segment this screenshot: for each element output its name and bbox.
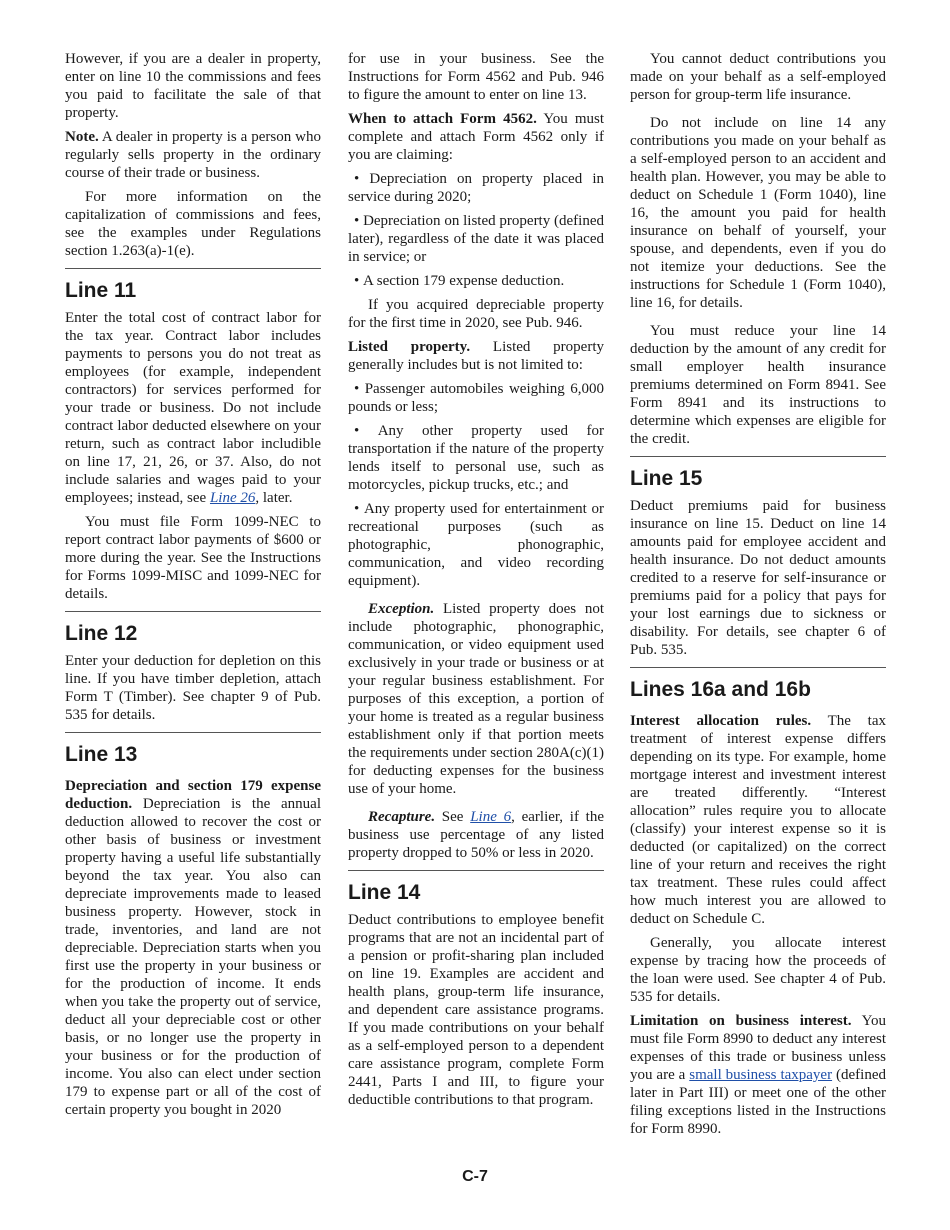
- section-divider: [630, 667, 886, 668]
- paragraph-acquired: If you acquired depreciable property for the first time in 2020, see Pub. 946.: [348, 297, 604, 331]
- paragraph-line-11-contract-labor: [65, 309, 321, 507]
- heading-line-12: Line 12: [65, 622, 138, 645]
- exception-text: Listed property does not include photographic, phonographic, communication, or video equipment used exclusively in your trade or business or at your regular business establishment. For purposes of this exception, a portion of your home is treated as a regular business establishment only if that portion meets the requirements under section 280A(c)(1) for deducting expenses for the business use of your home.: [348, 601, 604, 797]
- column-left: [65, 50, 321, 1125]
- list-item: • A section 179 expense deduction.: [348, 272, 604, 290]
- section-divider: [65, 732, 321, 733]
- column-right: [630, 50, 886, 1144]
- attach-text: You must complete and attach Form 4562 only if you are claiming:: [348, 111, 604, 163]
- heading-line-11: Line 11: [65, 279, 137, 302]
- paragraph-line-11-1099: You must file Form 1099-NEC to report contract labor payments of $600 or more during the year. See the Instructions for Forms 1099-MISC and 1099-NEC for details.: [65, 514, 321, 602]
- paragraph-when-to-attach: [348, 110, 604, 164]
- recapture-label: Recapture.: [368, 809, 436, 825]
- column-middle: [348, 50, 604, 1115]
- heading-line-14: Line 14: [348, 881, 421, 904]
- line-6-link[interactable]: Line 6: [470, 809, 512, 825]
- paragraph-capitalization: For more information on the capitalization of commissions and fees, see the examples under Regulations section 1.263(a)-1(e).: [65, 189, 321, 259]
- section-divider: [348, 870, 604, 871]
- recapture-text-b: , earlier, if the business use percentage of any listed property dropped to 50% or less in 2020.: [348, 809, 604, 861]
- recapture-text-a: See: [435, 809, 471, 825]
- page-number: C-7: [462, 1168, 488, 1185]
- list-item: • Any other property used for transportation if the nature of the property lends itself to personal use, such as motorcycles, pickup trucks, etc.; and: [348, 422, 604, 494]
- depreciation-text: Depreciation is the annual deduction allowed to recover the cost or other basis of business or investment property having a useful life substantially beyond the tax year. You also can depreciate improvements made to leased business property. However, stock in trade, inventories, and land are not depreciable. Depreciation starts when you first use the property in your business or for the production of income. It ends when you take the property out of service, deduct all your depreciable cost or other basis, or no longer use the property in your business or for the production of income. You also can elect under section 179 to expense part or all of the cost of certain property you bought in 2020: [65, 796, 321, 1118]
- exception-label: Exception.: [368, 601, 435, 617]
- paragraph-recapture: [348, 808, 604, 862]
- paragraph-line-13-depreciation: [65, 777, 321, 1119]
- listed-label: Listed property.: [348, 339, 471, 355]
- section-divider: [65, 611, 321, 612]
- paragraph-dealer: However, if you are a dealer in property, enter on line 10 the commissions and fees you paid to facilitate the sale of that property.: [65, 51, 321, 121]
- paragraph-tracing: Generally, you allocate interest expense by tracing how the proceeds of the loan were used. See chapter 4 of Pub. 535 for details.: [630, 935, 886, 1005]
- limitation-text-a: You must file Form 8990 to deduct any interest expenses of this trade or business unless you are a: [630, 1013, 886, 1083]
- paragraph-line-12-depletion: Enter your deduction for depletion on this line. If you have timber depletion, attach Form T (Timber). See chapter 9 of Pub. 535 for details.: [65, 653, 321, 723]
- paragraph-note: [65, 128, 321, 182]
- paragraph-exception: [348, 600, 604, 798]
- interest-text: The tax treatment of interest expense differs depending on its type. For example, home mortgage interest and investment interest are treated differently. “Interest allocation” rules require you to allocate (classify) your interest expense so it is deducted (or capitalized) on the correct line of your return and receives the right tax treatment. These rules could affect how much interest you are allowed to deduct on Schedule C.: [630, 713, 886, 927]
- note-text: A dealer in property is a person who regularly sells property in the ordinary course of their trade or business.: [65, 129, 321, 181]
- paragraph-group-term: You cannot deduct contributions you made on your behalf as a self-employed person for group-term life insurance.: [630, 51, 886, 103]
- heading-line-15: Line 15: [630, 467, 703, 490]
- list-item: • Depreciation on listed property (defined later), regardless of the date it was placed in service; or: [348, 212, 604, 266]
- paragraph-line-15-insurance: Deduct premiums paid for business insurance on line 15. Deduct on line 14 amounts paid for employee accident and health insurance. Do not deduct amounts credited to a reserve for self-insurance or premiums paid for a policy that pays for your lost earnings due to sickness or disability. For details, see chapter 6 of Pub. 535.: [630, 498, 886, 658]
- line-11-text-b: , later.: [255, 490, 293, 506]
- line-11-text-a: Enter the total cost of contract labor for the tax year. Contract labor includes payments to persons you do not treat as employees (for example, independent contractors) for services performed for your trade or business. Do not include contract labor deducted elsewhere on your return, such as contract labor includible on line 17, 21, 26, or 37. Also, do not include salaries and wages paid to your employees; instead, see: [65, 310, 321, 506]
- list-item: • Any property used for entertainment or recreational purposes (such as photographic, phonographic, communication, and video recording equipment).: [348, 500, 604, 590]
- paragraph-use-in-business: for use in your business. See the Instructions for Form 4562 and Pub. 946 to figure the amount to enter on line 13.: [348, 51, 604, 103]
- interest-label: Interest allocation rules.: [630, 713, 812, 729]
- paragraph-form-8941: You must reduce your line 14 deduction by the amount of any credit for small employer health insurance premiums determined on Form 8941. See Form 8941 and its instructions to determine which expenses are eligible for the credit.: [630, 323, 886, 447]
- limitation-label: Limitation on business interest.: [630, 1013, 852, 1029]
- section-divider: [630, 456, 886, 457]
- depreciation-label: Depreciation and section 179 expense deduction.: [65, 778, 321, 812]
- limitation-text-b: (defined later in Part III) or meet one of the other filing exceptions listed in the Instructions for Form 8990.: [630, 1067, 886, 1137]
- note-label: Note.: [65, 129, 99, 145]
- heading-lines-16a-16b: Lines 16a and 16b: [630, 678, 811, 701]
- listed-text: Listed property generally includes but is not limited to:: [348, 339, 605, 373]
- paragraph-listed-property: [348, 338, 604, 374]
- heading-line-13: Line 13: [65, 743, 138, 766]
- attach-label: When to attach Form 4562.: [348, 111, 537, 127]
- paragraph-interest-allocation: [630, 712, 886, 928]
- list-item: • Depreciation on property placed in service during 2020;: [348, 170, 604, 206]
- paragraph-line-14-contributions: Deduct contributions to employee benefit programs that are not an incidental part of a pension or profit-sharing plan included on line 19. Examples are accident and health plans, group-term life insurance, and dependent care assistance programs. If you made contributions on your behalf as a self-employed person to a dependent care assistance program, complete Form 2441, Parts I and III, to figure your deductible contributions to that program.: [348, 912, 604, 1108]
- paragraph-limitation: [630, 1012, 886, 1138]
- line-26-link[interactable]: Line 26: [209, 490, 256, 506]
- list-item: • Passenger automobiles weighing 6,000 pounds or less;: [348, 380, 604, 416]
- small-business-taxpayer-link[interactable]: small business taxpayer: [689, 1067, 833, 1083]
- paragraph-health-plan: Do not include on line 14 any contributions you made on your behalf as a self-employed person to an accident and health plan. However, you may be able to deduct on Schedule 1 (Form 1040), line 16, the amount you paid for health insurance on behalf of yourself, your spouse, and dependents, even if you do not itemize your deductions. See the instructions for Schedule 1 (Form 1040), line 16, for details.: [630, 115, 886, 311]
- section-divider: [65, 268, 321, 269]
